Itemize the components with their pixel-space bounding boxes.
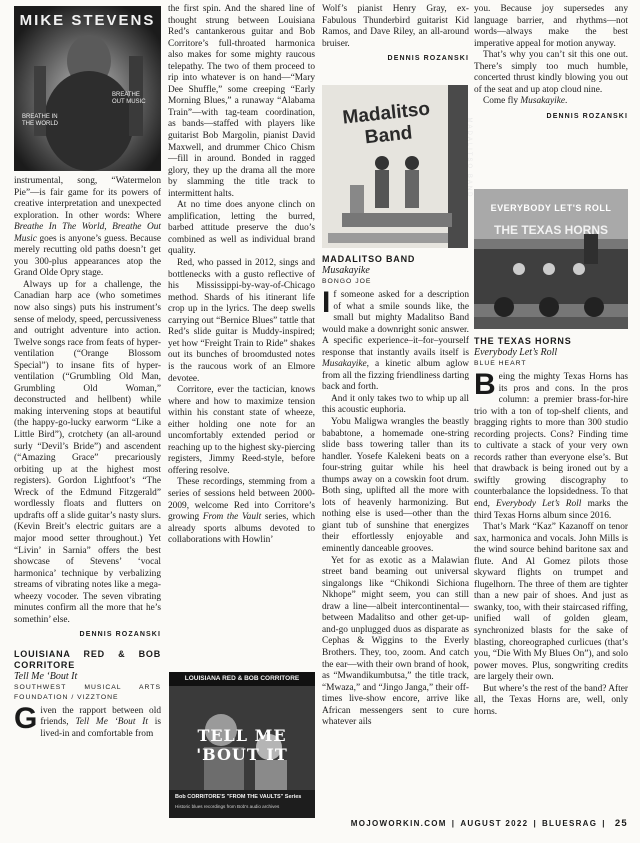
drop-cap: I bbox=[322, 286, 331, 319]
cover-band-name: THE TEXAS HORNS bbox=[493, 223, 608, 237]
body-paragraph: Wolf’s pianist Henry Gray, ex-Fabulous Thunderbird guitarist Kid Ramos, and Dave Riley, an all-around bruiser. bbox=[322, 4, 469, 49]
album-cover-mike-stevens bbox=[14, 6, 161, 171]
body-paragraph: Yobu Maligwa wrangles the beastly bababtone, a homemade one-string slide bass towering taller than its handler. Yosefe Kalekeni beats on a four-string guitar while his heel thumps away on a cowskin foot drum. Both sing, uplifted all the more with lots of heavenly harmonizing. But nothing else is used—other than the giant tub of sunshine that energizes their effortlessly enjoyable and eminently danceable grooves. bbox=[322, 417, 469, 555]
column-2 bbox=[168, 4, 315, 547]
review-title: LOUISIANA RED & BOB CORRITORE bbox=[14, 648, 161, 670]
album-cover-texas-horns bbox=[474, 189, 628, 329]
body-paragraph: That’s why you can’t sit this one out. There’s simply too much humble, concerted thrust kindly blowing you out of the seat and up atop cloud nine. bbox=[474, 50, 628, 95]
review-album: Everybody Let’s Roll bbox=[474, 347, 558, 358]
body-paragraph: That’s Mark “Kaz” Kazanoff on tenor sax, harmonica and vocals. John Mills is the wind source behind baritone sax and flute. And Al Gomez pilots those skyward flights on trumpet and flugelhorn. The three of them are tighter than a new pair of shoes. And just as swanky, too, with their staircased riffing, unified wall of golden gleam, synchronized blasts for the sake of blasting, choreographed curlicues (that’s you, “Die With My Blues On”), and solo power moves. Plus, songwriting credits are largely their own. bbox=[474, 522, 628, 683]
body-paragraph: Being the mighty Texas Horns has its pros and cons. In the pros column: a premier brass-for-hire trio with a ton of top-shelf clients, and bragging rights to more than 300 studio recording projects. Cons? Finding time to cultivate a stack of your very own records rather than everyone else’s. But that drawback is being ironed out by a swiftly growing discography to counterbalance the lopsidedness. To that end, Everybody Let’s Roll marks the third Texas Horns album since 2016. bbox=[474, 368, 628, 521]
body-paragraph: Come fly Musakayike. bbox=[483, 96, 568, 107]
cover-top-text: EVERYBODY LET'S ROLL bbox=[490, 203, 612, 213]
drop-cap: G bbox=[14, 701, 38, 735]
body-paragraph: Yet for as exotic as a Malawian street band beaming out universal singalongs like “Chikondi Sichiona Nkhope” might seem, you can still draw a line—albeit intercontinental—between Madalitso and other get-up-and-go unplugged duos as disparate as Cephas & Wiggins to the Everly Brothers. They, too, zoom. And catch the ear—with their own brand of hook, as “Mwandikumbutsa,” the title track, “Mwaza,” and “Jingo Janga,” their off-times live-show encore, arrive like African messengers sent to cure whatever ails bbox=[322, 555, 469, 728]
cover-series: Bob CORRITORE'S "FROM THE VAULTS" Series bbox=[175, 794, 302, 800]
review-album: Tell Me ‘Bout It bbox=[14, 670, 78, 682]
column-4 bbox=[474, 336, 628, 718]
cover-vertical-text: MADALITSO BAND bbox=[466, 117, 472, 199]
body-paragraph: At no time does anyone clinch on amplification, letting the burred, barbed attitude preserve the duo’s combined as well as individual brand quality. bbox=[168, 200, 315, 257]
cover-title: TELL ME 'BOUT IT bbox=[196, 726, 288, 764]
footer-magazine: BLUESRAG bbox=[541, 819, 598, 828]
album-cover-madalitso bbox=[322, 85, 472, 248]
body-paragraph: you. Because joy supersedes any language barrier, and rhythms—not words—always make the best imperative appeal for motion anyway. bbox=[474, 4, 628, 49]
review-album: Musakayike bbox=[322, 265, 370, 276]
cover-top-text: LOUISIANA RED & BOB CORRITORE bbox=[184, 675, 300, 682]
column-3-top bbox=[322, 4, 469, 73]
review-byline: DENNIS ROZANSKI bbox=[79, 631, 161, 639]
review-byline: DENNIS ROZANSKI bbox=[387, 55, 469, 63]
cover-right-text: BREATHE OUT MUSIC bbox=[112, 92, 146, 105]
body-paragraph: But where’s the rest of the band? After all, the Texas Horns are, well, only horns. bbox=[474, 683, 628, 717]
review-label: BONGO JOE bbox=[322, 278, 372, 285]
review-label: SOUTHWEST MUSICAL ARTS FOUNDATION / VIZZTONE bbox=[14, 683, 161, 701]
column-1 bbox=[14, 176, 161, 741]
review-title: MADALITSO BAND bbox=[322, 254, 416, 264]
cover-subtitle: Historic blues recordings from Bob's audio archives bbox=[175, 804, 280, 809]
body-paragraph: instrumental, song, “Watermelon Pie”—is fair game for its powers of creative interpretation and unexpected exploration. In other words: Where Breathe In The World, Breathe Out Music goes is anyone’s guess. Because merely recutting old paths doesn’t get you 300-plus appearances atop the Grand Olde Opry stage. bbox=[14, 176, 161, 279]
body-paragraph: the first spin. And the shared line of thought strung between Louisiana Red’s cantankerous guitar and Bob Corritore’s full-throated harmonica also makes for some mighty raucous telepathy. The two of them proceed to rip into whatever is on hand—“Mary Dee Shuffle,” some creeping “Early Morning Blues,” a runaway “Alabama Train”—with tag-team coordination, as bands—staffed with players like guitarist Bob Margolin, pianist David Maxwell, and drummer Chico Chism—fill in around. Bonded in ragged glory, they up the drama all the more by slamming the title track to intermittent halts. bbox=[168, 4, 315, 199]
body-paragraph: If someone asked for a description of what a smile sounds like, the small but mighty Madalitso Band would make a downright sonic answer. A specific experience–it–for–yourself response that instantly avails itself is Musakayike, a kinetic album aglow from all the fizzing friendliness darting back and forth. bbox=[322, 286, 469, 393]
cover-art-stevens bbox=[14, 6, 161, 171]
body-paragraph: These recordings, stemming from a series of sessions held between 2000-2009, welcome Red into Corritore’s growing From the Vault series, which already sports albums devoted to collaborations with Howlin’ bbox=[168, 477, 316, 546]
footer-date: AUGUST 2022 bbox=[460, 819, 529, 828]
cover-artist-name: MIKE STEVENS bbox=[19, 12, 156, 29]
body-paragraph: Always up for a challenge, the Canadian harp ace (who sometimes now also sings) puts his instrument’s sense of melody, speed, percussiveness and outright adventure into action. Twelve songs race from feats of hyper-ventilation (“Orange Blossom Special”) to insane fits of hyper-ventilation (“Grumbling Old Man, Grumbling Old Woman,” deconstructed and hellbent) while making intervening stops at beautiful (the happy-go-lucky earworm “Like a Little Bird”), crotchety (an all-around surly “Devil’s Bride”) and ascendent (“Amazing Grace” precariously orbiting up at the highest most registers). Gordon Lightfoot’s “The Wreck of the Edmund Fitzgerald” wordlessly floats and flutters on updrafts off a slide guitar’s nasty slurs. (Kevin Breit’s electric guitars are a major mood setter throughout.) Yet “Livin’ in Sarnia” offers the best showcase of Stevens’ ‘vocal harmonica’ technique by verbalizing streams of vibrating notes like a mega-wheezy vocoder. The seven vibrating minutes confirm all the more that he’s somethin’ else. bbox=[14, 279, 161, 625]
cover-band-name: Madalitso Band bbox=[341, 98, 431, 149]
body-paragraph: Red, who passed in 2012, sings and bottlenecks with a gusto reflective of his Mississippi-by-way-of-Chicago method. Shards of his itinerant life crop up in the lyrics. The deep swells carrying out “Bernice Blues” tattle that Red’s slide guitar is Muddy-inspired; yet how “Freight Train to Ride” shakes out its bunches of broomdusted notes is the raucous work of an Elmore devotee. bbox=[168, 258, 315, 384]
review-byline: DENNIS ROZANSKI bbox=[546, 112, 628, 120]
album-cover-louisiana-red bbox=[169, 672, 315, 818]
page-footer: MOJOWORKIN.COM | AUGUST 2022 | BLUESRAG | 25 bbox=[350, 818, 628, 829]
column-4-top bbox=[474, 4, 628, 130]
drop-cap: B bbox=[474, 368, 496, 401]
body-paragraph: Given the rapport between old friends, Tell Me ‘Bout It is lived-in and comfortable from bbox=[14, 701, 161, 739]
review-label: BLUE HEART bbox=[474, 360, 527, 367]
body-paragraph: Corritore, ever the tactician, knows where and how to maximize tension within his constant state of wheeze, either holding one note for an uncomfortably extended period or reaching up to the highest sky-piercing registers, Jimmy Reed-style, before offering resolve. bbox=[168, 385, 315, 476]
footer-site: MOJOWORKIN.COM bbox=[350, 819, 447, 828]
body-paragraph: And it only takes two to whip up all this acoustic euphoria. bbox=[322, 393, 469, 416]
review-title: THE TEXAS HORNS bbox=[474, 336, 572, 346]
page-number: 25 bbox=[614, 818, 628, 829]
cover-left-text: BREATHE IN THE WORLD bbox=[22, 114, 58, 127]
column-3 bbox=[322, 254, 469, 729]
